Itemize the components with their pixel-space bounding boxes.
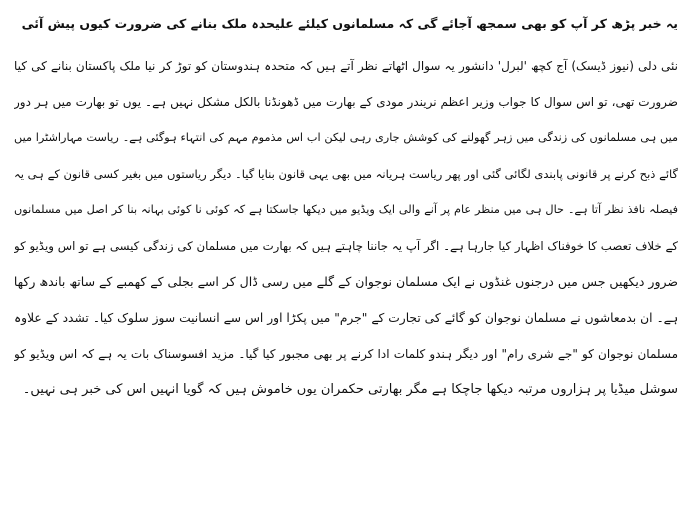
article-text-line: فیصلہ نافذ نظر آتا ہے۔ حال ہی میں منظر عام پر آنے والی ایک ویڈیو میں دیکھا جاسکتا ہے کہ کوئی نا کوئی بہانہ بنا کر اصل میں مسلمانوں — [14, 203, 678, 216]
article-text-line: مسلمان نوجوان کو "جے شری رام" اور دیگر ہندو کلمات ادا کرنے پر بھی مجبور کیا گیا۔ مزید افسوسناک بات یہ ہے کہ اس ویڈیو کو — [14, 347, 678, 361]
article-text-line: میں ہی مسلمانوں کی زندگی میں زہر گھولنے کی کوشش جاری رہی لیکن اب اس مذموم مہم کی انتہاء ہوگئی ہے۔ ریاست مہاراشٹرا میں — [14, 131, 678, 144]
article-text-line: ہے۔ ان بدمعاشوں نے مسلمان نوجوان کو گائے کی تجارت کے "جرم" میں پکڑا اور اس سے انسانیت سوز سلوک کیا۔ تشدد کے علاوہ — [14, 311, 678, 325]
article-text-line: کے خلاف تعصب کا خوفناک اظہار کیا جارہا ہے۔ اگر آپ یہ جاننا چاہتے ہیں کہ بھارت میں مسلمان کی زندگی کیسی ہے تو اس ویڈیو کو — [14, 239, 678, 253]
article-text-line: سوشل میڈیا پر ہزاروں مرتبہ دیکھا جاچکا ہے مگر بھارتی حکمران یوں خاموش ہیں کہ گویا انہیں اس کی خبر ہی نہیں۔ — [22, 382, 678, 397]
article-headline: یہ خبر پڑھ کر آپ کو بھی سمجھ آجائے گی کہ مسلمانوں کیلئے علیحدہ ملک بنانے کی ضرورت کیوں پیش آئی — [21, 16, 678, 31]
article-text-line: گائے ذبح کرنے پر قانونی پابندی لگائی گئی اور پھر ریاست ہریانہ میں بھی یہی قانون بنایا گیا۔ دیگر ریاستوں میں بغیر کسی قانون کے ہی یہ — [14, 167, 678, 181]
article-text-line: ضرورت تھی، تو اس سوال کا جواب وزیر اعظم نریندر مودی کے بھارت میں ڈھونڈنا بالکل مشکل نہیں ہے۔ یوں تو بھارت میں ہر دور — [14, 95, 678, 109]
article-text-line: ضرور دیکھیں جس میں درجنوں غنڈوں نے ایک مسلمان نوجوان کے گلے میں رسی ڈال کر اسے بجلی کے کھمبے کے ساتھ باندھ رکھا — [14, 274, 678, 289]
article-text-line: نئی دلی (نیوز ڈیسک) آج کچھ 'لبرل' دانشور یہ سوال اٹھاتے نظر آتے ہیں کہ متحدہ ہندوستان کو توڑ کر نیا ملک پاکستان بنانے کی کیا — [14, 59, 678, 73]
